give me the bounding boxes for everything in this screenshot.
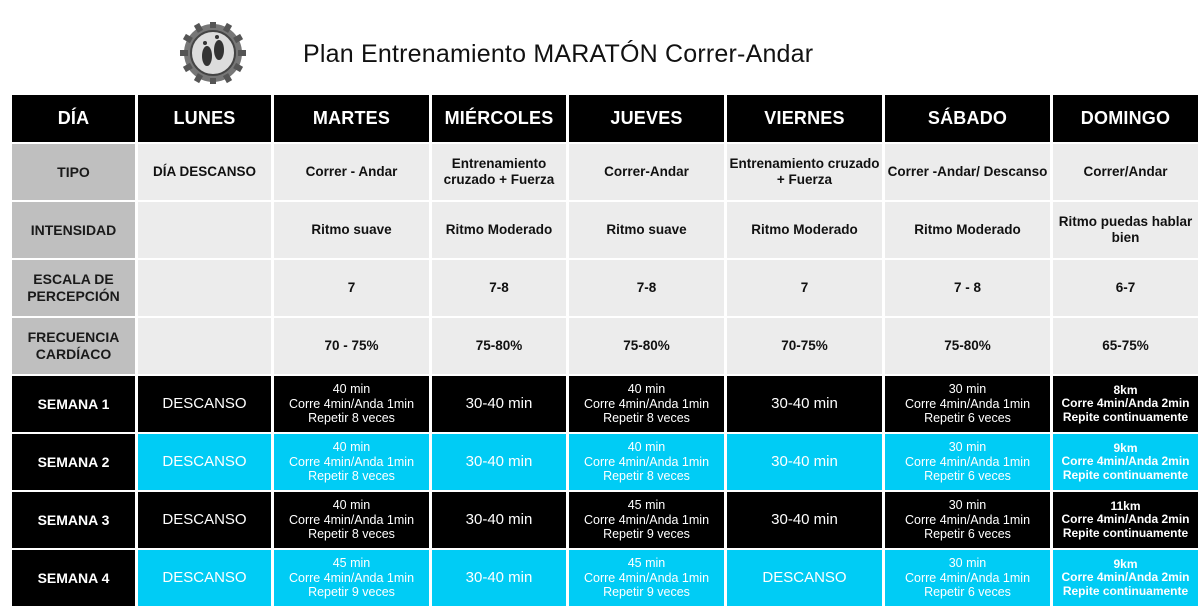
- week-cell-line: Repite continuamente: [1062, 525, 1189, 540]
- page-header: [0, 0, 1200, 96]
- week-cell-line: Repetir 6 veces: [924, 411, 1011, 426]
- info-cell-tipo-lunes: DÍA DESCANSO: [138, 144, 271, 200]
- info-cell-frecuencia-cardiaco-miercoles: 75-80%: [432, 318, 566, 374]
- week-cell-line: Corre 4min/Anda 2min: [1061, 570, 1190, 585]
- column-header-miercoles: MIÉRCOLES: [432, 95, 566, 142]
- week-cell-semana-2-jueves: [569, 434, 724, 490]
- week-cell-semana-1-martes: [274, 376, 429, 432]
- info-cell-frecuencia-cardiaco-viernes: 70-75%: [727, 318, 882, 374]
- column-header-domingo: DOMINGO: [1053, 95, 1198, 142]
- week-cell-line: DESCANSO: [162, 452, 247, 470]
- week-cell-line: 40 min: [332, 498, 371, 513]
- info-cell-frecuencia-cardiaco-lunes: [138, 318, 271, 374]
- week-cell-semana-2-martes: [274, 434, 429, 490]
- week-label-semana-2: SEMANA 2: [12, 434, 135, 490]
- week-cell-line: 30-40 min: [465, 452, 533, 470]
- week-cell-semana-2-viernes: [727, 434, 882, 490]
- week-cell-line: DESCANSO: [162, 568, 247, 586]
- week-cell-line: 40 min: [627, 440, 666, 455]
- week-cell-line: 30-40 min: [465, 510, 533, 528]
- week-cell-line: 30-40 min: [771, 452, 838, 470]
- week-cell-line: Corre 4min/Anda 2min: [1061, 396, 1190, 411]
- week-cell-line: Repetir 8 veces: [603, 411, 690, 426]
- week-cell-semana-3-viernes: [727, 492, 882, 548]
- week-cell-semana-1-sabado: [885, 376, 1050, 432]
- week-cell-line: 30 min: [948, 556, 987, 571]
- week-cell-semana-3-miercoles: [432, 492, 566, 548]
- row-label-tipo: TIPO: [12, 144, 135, 200]
- info-cell-escala-de-percepcion-sabado: 7 - 8: [885, 260, 1050, 316]
- week-cell-line: 30-40 min: [771, 510, 838, 528]
- week-cell-semana-3-martes: [274, 492, 429, 548]
- week-cell-line: DESCANSO: [162, 394, 247, 412]
- info-cell-tipo-viernes: Entrenamiento cruzado + Fuerza: [727, 144, 882, 200]
- week-cell-line: Corre 4min/Anda 2min: [1061, 454, 1190, 469]
- week-cell-line: Corre 4min/Anda 1min: [904, 454, 1031, 469]
- info-cell-intensidad-martes: Ritmo suave: [274, 202, 429, 258]
- column-header-sabado: SÁBADO: [885, 95, 1050, 142]
- info-cell-escala-de-percepcion-martes: 7: [274, 260, 429, 316]
- column-header-lunes: LUNES: [138, 95, 271, 142]
- week-cell-semana-3-sabado: [885, 492, 1050, 548]
- week-cell-semana-1-jueves: [569, 376, 724, 432]
- week-cell-line: 40 min: [332, 382, 371, 397]
- week-cell-line: DESCANSO: [762, 568, 847, 586]
- week-cell-line: Repite continuamente: [1062, 409, 1189, 424]
- week-cell-line: Repetir 9 veces: [603, 585, 690, 600]
- week-cell-line: Corre 4min/Anda 1min: [288, 454, 415, 469]
- week-cell-line: Repetir 8 veces: [603, 469, 690, 484]
- info-cell-intensidad-miercoles: Ritmo Moderado: [432, 202, 566, 258]
- week-cell-line: Repetir 9 veces: [603, 527, 690, 542]
- week-cell-semana-2-domingo: [1053, 434, 1198, 490]
- week-cell-line: Repite continuamente: [1062, 583, 1189, 598]
- week-cell-line: Repetir 8 veces: [308, 411, 395, 426]
- week-cell-line: 8km: [1113, 382, 1138, 397]
- week-cell-semana-4-jueves: [569, 550, 724, 606]
- column-header-martes: MARTES: [274, 95, 429, 142]
- week-cell-semana-4-lunes: [138, 550, 271, 606]
- week-cell-line: Corre 4min/Anda 2min: [1061, 512, 1190, 527]
- week-cell-line: 45 min: [627, 556, 666, 571]
- week-cell-line: 9km: [1113, 556, 1138, 571]
- week-cell-line: 30-40 min: [771, 394, 838, 412]
- week-cell-semana-1-miercoles: [432, 376, 566, 432]
- info-cell-tipo-jueves: Correr-Andar: [569, 144, 724, 200]
- week-cell-line: 30 min: [948, 440, 987, 455]
- week-cell-semana-2-sabado: [885, 434, 1050, 490]
- row-label-escala-de-percepcion: ESCALA DE PERCEPCIÓN: [12, 260, 135, 316]
- info-cell-frecuencia-cardiaco-domingo: 65-75%: [1053, 318, 1198, 374]
- week-cell-line: Repetir 6 veces: [924, 585, 1011, 600]
- column-header-jueves: JUEVES: [569, 95, 724, 142]
- week-cell-line: Corre 4min/Anda 1min: [904, 396, 1031, 411]
- week-cell-semana-3-lunes: [138, 492, 271, 548]
- week-cell-semana-1-lunes: [138, 376, 271, 432]
- week-cell-line: 30 min: [948, 498, 987, 513]
- info-cell-tipo-miercoles: Entrenamiento cruzado + Fuerza: [432, 144, 566, 200]
- week-label-semana-3: SEMANA 3: [12, 492, 135, 548]
- week-cell-semana-2-lunes: [138, 434, 271, 490]
- week-cell-semana-4-domingo: [1053, 550, 1198, 606]
- week-cell-line: 9km: [1113, 440, 1138, 455]
- week-cell-line: 30-40 min: [465, 568, 533, 586]
- week-cell-line: Repetir 8 veces: [308, 469, 395, 484]
- info-cell-tipo-domingo: Correr/Andar: [1053, 144, 1198, 200]
- info-cell-intensidad-jueves: Ritmo suave: [569, 202, 724, 258]
- week-cell-line: Corre 4min/Anda 1min: [288, 570, 415, 585]
- week-cell-line: Corre 4min/Anda 1min: [583, 570, 710, 585]
- week-label-semana-4: SEMANA 4: [12, 550, 135, 606]
- page-title: Plan Entrenamiento MARATÓN Correr-Andar: [303, 40, 814, 68]
- week-cell-semana-4-miercoles: [432, 550, 566, 606]
- column-header-dia: DÍA: [12, 95, 135, 142]
- week-cell-line: 40 min: [627, 382, 666, 397]
- week-cell-line: Repetir 6 veces: [924, 469, 1011, 484]
- row-label-frecuencia-cardiaco: FRECUENCIA CARDÍACO: [12, 318, 135, 374]
- week-cell-semana-2-miercoles: [432, 434, 566, 490]
- info-cell-frecuencia-cardiaco-jueves: 75-80%: [569, 318, 724, 374]
- week-cell-line: Corre 4min/Anda 1min: [904, 512, 1031, 527]
- week-cell-line: 11km: [1110, 498, 1141, 513]
- info-cell-frecuencia-cardiaco-sabado: 75-80%: [885, 318, 1050, 374]
- info-cell-intensidad-lunes: [138, 202, 271, 258]
- info-cell-intensidad-viernes: Ritmo Moderado: [727, 202, 882, 258]
- info-cell-escala-de-percepcion-miercoles: 7-8: [432, 260, 566, 316]
- week-cell-semana-3-domingo: [1053, 492, 1198, 548]
- week-cell-line: Repite continuamente: [1062, 467, 1189, 482]
- week-cell-line: 45 min: [627, 498, 666, 513]
- column-header-viernes: VIERNES: [727, 95, 882, 142]
- week-cell-line: Repetir 6 veces: [924, 527, 1011, 542]
- week-cell-line: 40 min: [332, 440, 371, 455]
- week-cell-line: DESCANSO: [162, 510, 247, 528]
- week-cell-line: Corre 4min/Anda 1min: [583, 512, 710, 527]
- info-cell-escala-de-percepcion-viernes: 7: [727, 260, 882, 316]
- week-cell-line: 45 min: [332, 556, 371, 571]
- week-cell-semana-4-viernes: [727, 550, 882, 606]
- week-cell-line: Corre 4min/Anda 1min: [583, 454, 710, 469]
- week-cell-line: Repetir 8 veces: [308, 527, 395, 542]
- training-table: [12, 95, 1193, 606]
- footprint-gear-logo-icon: [178, 22, 248, 84]
- week-cell-line: Corre 4min/Anda 1min: [904, 570, 1031, 585]
- info-cell-tipo-sabado: Correr -Andar/ Descanso: [885, 144, 1050, 200]
- week-cell-semana-3-jueves: [569, 492, 724, 548]
- info-cell-escala-de-percepcion-lunes: [138, 260, 271, 316]
- info-cell-intensidad-sabado: Ritmo Moderado: [885, 202, 1050, 258]
- week-cell-semana-1-domingo: [1053, 376, 1198, 432]
- row-label-intensidad: INTENSIDAD: [12, 202, 135, 258]
- week-label-semana-1: SEMANA 1: [12, 376, 135, 432]
- week-cell-line: 30 min: [948, 382, 987, 397]
- week-cell-semana-4-sabado: [885, 550, 1050, 606]
- info-cell-tipo-martes: Correr - Andar: [274, 144, 429, 200]
- week-cell-semana-4-martes: [274, 550, 429, 606]
- week-cell-line: Corre 4min/Anda 1min: [583, 396, 710, 411]
- week-cell-line: Corre 4min/Anda 1min: [288, 396, 415, 411]
- week-cell-semana-1-viernes: [727, 376, 882, 432]
- info-cell-escala-de-percepcion-jueves: 7-8: [569, 260, 724, 316]
- info-cell-frecuencia-cardiaco-martes: 70 - 75%: [274, 318, 429, 374]
- week-cell-line: Corre 4min/Anda 1min: [288, 512, 415, 527]
- week-cell-line: Repetir 9 veces: [308, 585, 395, 600]
- week-cell-line: 30-40 min: [465, 394, 533, 412]
- info-cell-escala-de-percepcion-domingo: 6-7: [1053, 260, 1198, 316]
- info-cell-intensidad-domingo: Ritmo puedas hablar bien: [1053, 202, 1198, 258]
